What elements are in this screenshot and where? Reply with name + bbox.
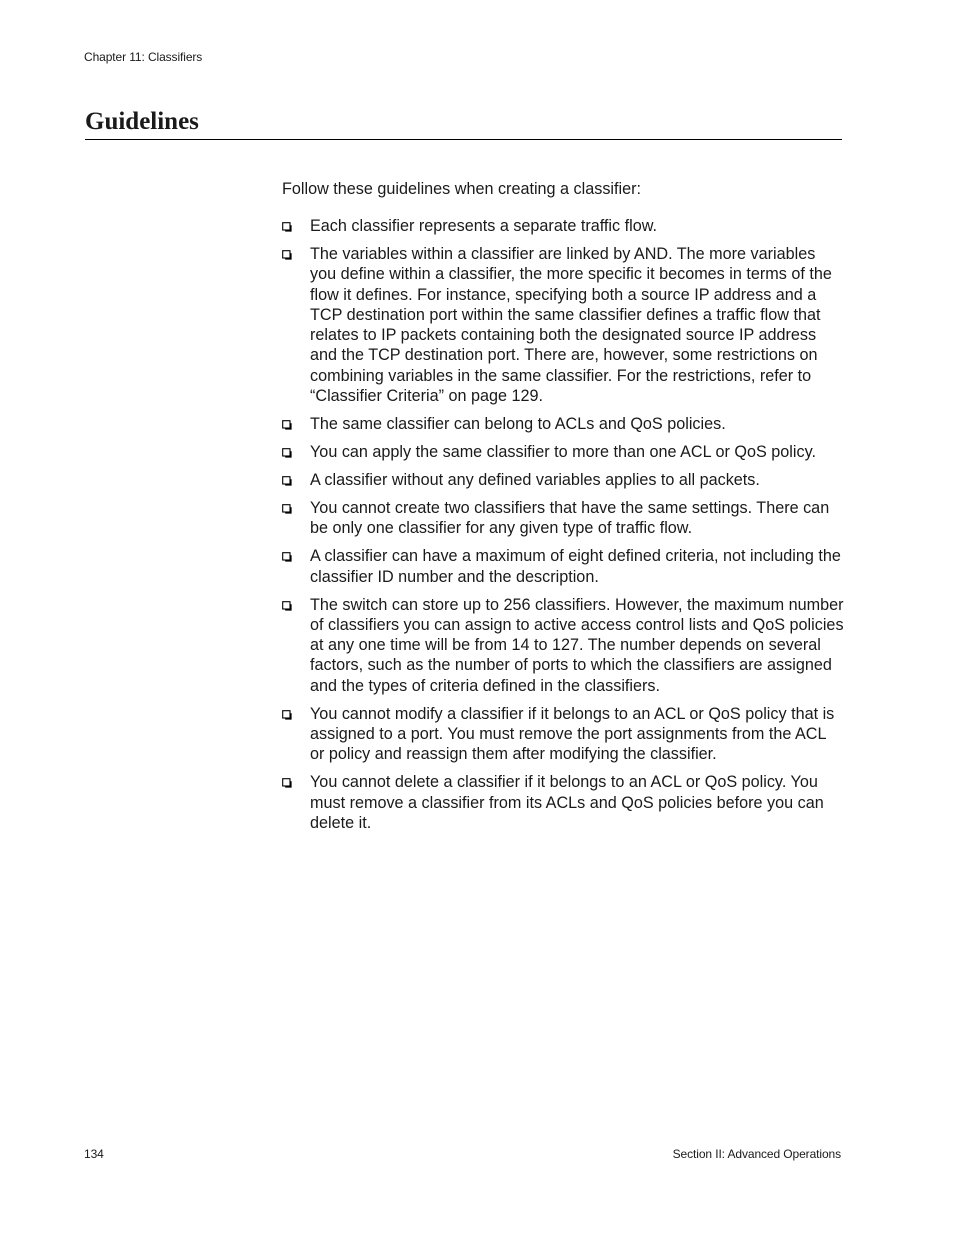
square-bullet-icon <box>282 601 292 611</box>
title-divider <box>85 139 842 140</box>
guideline-text: Each classifier represents a separate traffic flow. <box>310 217 657 235</box>
guideline-text: A classifier without any defined variables applies to all packets. <box>310 471 760 490</box>
section-title: Guidelines <box>85 108 199 135</box>
page-number: 134 <box>84 1147 104 1161</box>
guideline-item <box>282 442 844 462</box>
guideline-item <box>282 704 844 765</box>
guideline-item <box>282 216 844 236</box>
guideline-text: You can apply the same classifier to more than one ACL or QoS policy. <box>310 443 816 462</box>
guideline-item <box>282 470 844 490</box>
guideline-text: You cannot create two classifiers that have the same settings. There can be only one classifier for any given type of traffic flow. <box>310 499 830 538</box>
guideline-item <box>282 498 844 539</box>
guideline-list <box>282 216 844 841</box>
square-bullet-icon <box>282 420 292 430</box>
running-header: Chapter 11: Classifiers <box>84 50 203 64</box>
guideline-text: You cannot modify a classifier if it belongs to an ACL or QoS policy that is assigned to a port. You must remove the port assignments from the ACL or policy and reassign them after modifying the classifier. <box>310 704 835 764</box>
square-bullet-icon <box>282 504 292 514</box>
guideline-item <box>282 546 844 587</box>
guideline-item <box>282 244 844 406</box>
guideline-item <box>282 772 844 833</box>
guideline-item <box>282 414 844 434</box>
guideline-text: The switch can store up to 256 classifiers. However, the maximum number of classifiers you can assign to active access control lists and QoS policies at any one time will be from 14 to 127. The number depends on several factors, such as the number of ports to which the classifiers are assigned and the types of criteria defined in the classifiers. <box>310 595 844 695</box>
square-bullet-icon <box>282 778 292 788</box>
square-bullet-icon <box>282 448 292 458</box>
square-bullet-icon <box>282 552 292 562</box>
guideline-text: You cannot delete a classifier if it belongs to an ACL or QoS policy. You must remove a classifier from its ACLs and QoS policies before you can delete it. <box>310 773 824 832</box>
guideline-text: The same classifier can belong to ACLs and QoS policies. <box>310 415 726 434</box>
guideline-text: The variables within a classifier are linked by AND. The more variables you define within a classifier, the more specific it becomes in terms of the flow it defines. For instance, specifying both a source IP address and a TCP destination port within the same classifier defines a traffic flow that relates to IP packets containing both the designated source IP address and the TCP destination port. There are, however, some restrictions on combining variables in the same classifier. For the restrictions, refer to “Classifier Criteria” on page 129. <box>310 244 832 406</box>
guideline-text: A classifier can have a maximum of eight defined criteria, not including the classifier ID number and the description. <box>310 547 841 586</box>
square-bullet-icon <box>282 250 292 260</box>
square-bullet-icon <box>282 476 292 486</box>
guideline-item <box>282 595 844 696</box>
square-bullet-icon <box>282 710 292 720</box>
square-bullet-icon <box>282 222 292 232</box>
footer-section-name: Section II: Advanced Operations <box>672 1147 841 1161</box>
intro-paragraph: Follow these guidelines when creating a classifier: <box>282 180 642 198</box>
